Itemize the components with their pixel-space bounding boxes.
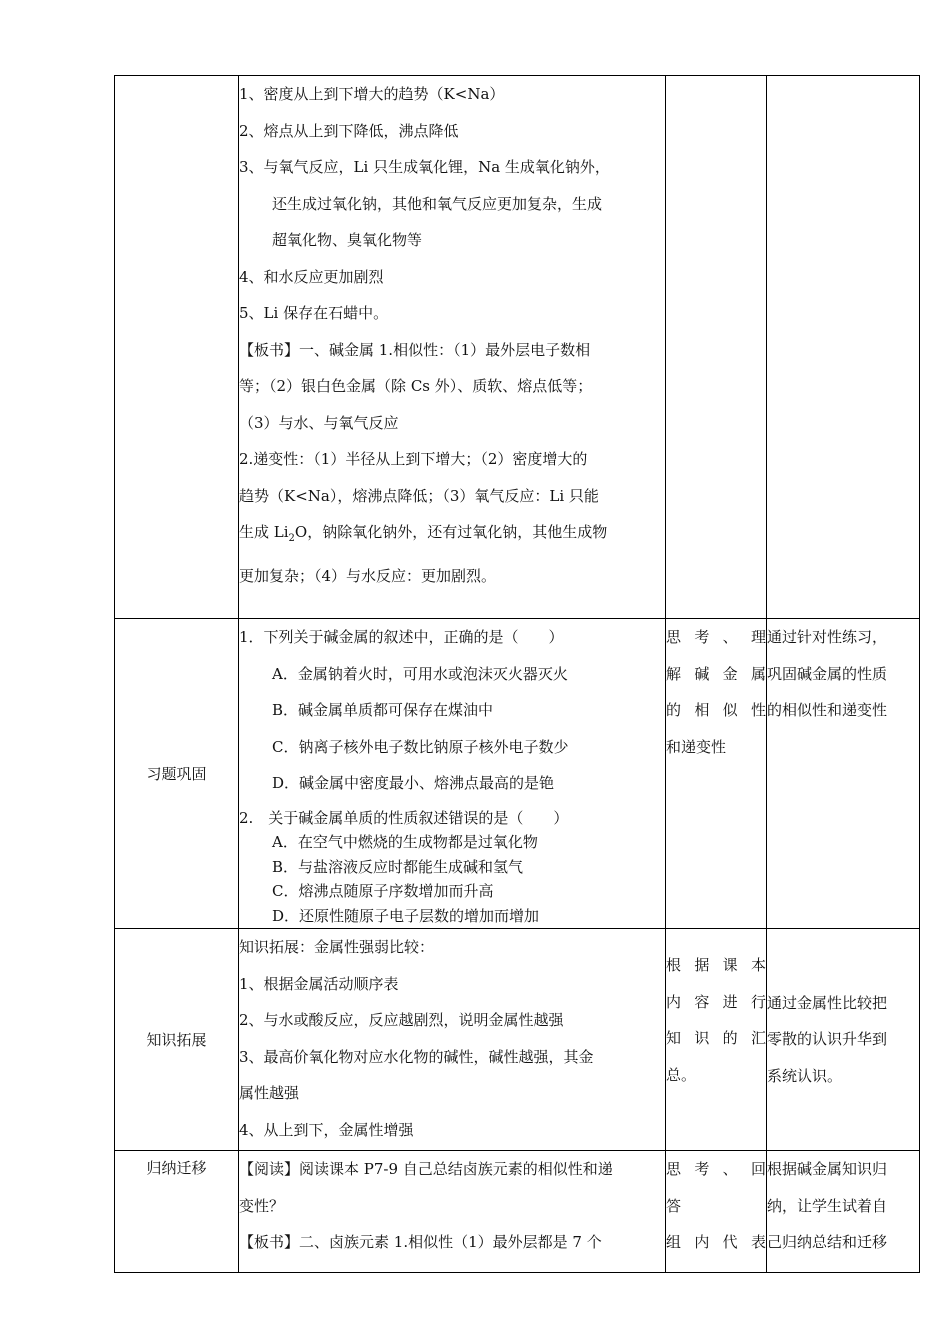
text-line: 的相似性和递变性	[767, 701, 888, 719]
text-line: 系统认识。	[767, 1066, 843, 1085]
design-intent-cell	[767, 1151, 920, 1273]
table-row	[115, 76, 920, 619]
text-line: 纳，让学生试着自	[767, 1196, 888, 1215]
text-line: 5、Li 保存在石蜡中。	[239, 304, 389, 322]
table-row	[115, 929, 920, 1151]
option-line: C．熔沸点随原子序数增加而升高	[272, 882, 494, 900]
stage-cell	[115, 76, 239, 619]
text-line: 等；（2）银白色金属（除 Cs 外）、质软、熔点低等；	[239, 377, 593, 395]
text-line: 根据课本	[666, 956, 766, 974]
text-line: 解碱金属	[666, 664, 766, 683]
text-line: 1、根据金属活动顺序表	[239, 974, 399, 993]
text-line: 思考、理	[666, 628, 766, 646]
teacher-activity-cell	[239, 929, 666, 1151]
text-line: 2.递变性：（1）半径从上到下增大；（2）密度增大的	[239, 450, 588, 468]
text-line: 3、最高价氧化物对应水化物的碱性，碱性越强，其金	[239, 1047, 594, 1066]
option-line: D．碱金属中密度最小、熔沸点最高的是铯	[272, 774, 555, 792]
text-line: 属性越强	[239, 1084, 300, 1102]
text-line: 己归纳总结和迁移	[767, 1233, 888, 1251]
text-fragment: O，钠除氧化钠外，还有过氧化钠，其他生成物	[294, 523, 608, 541]
student-activity-cell	[666, 929, 767, 1151]
text-line: 2、熔点从上到下降低，沸点降低	[239, 121, 459, 140]
text-line: 2、与水或酸反应，反应越剧烈，说明金属性越强	[239, 1011, 564, 1029]
text-line: 知识的汇	[666, 1029, 766, 1047]
lesson-plan-table	[114, 75, 920, 1273]
table-row	[115, 1151, 920, 1273]
question-2-block	[239, 806, 665, 929]
option-line: D．还原性随原子电子层数的增加而增加	[272, 906, 540, 925]
stage-cell: 知识拓展	[115, 929, 239, 1151]
text-line: 更加复杂；（4）与水反应：更加剧烈。	[239, 566, 497, 585]
teacher-activity-cell	[239, 619, 666, 929]
text-line: 超氧化物、臭氧化物等	[272, 231, 423, 249]
text-line: 【板书】二、卤族元素 1.相似性（1）最外层都是 7 个	[239, 1233, 602, 1251]
text-line: 的相似性	[666, 701, 766, 719]
text-line: 通过金属性比较把	[767, 993, 888, 1012]
option-line: B．与盐溶液反应时都能生成碱和氢气	[272, 857, 524, 876]
student-activity-cell	[666, 76, 767, 619]
text-line: 思考、回	[666, 1160, 766, 1178]
table-row	[115, 619, 920, 929]
text-line: 巩固碱金属的性质	[767, 664, 888, 683]
student-activity-cell	[666, 1151, 767, 1273]
text-line: 4、从上到下，金属性增强	[239, 1120, 414, 1139]
subscript: 2	[288, 533, 295, 544]
option-line: A．金属钠着火时，可用水或泡沫灭火器灭火	[272, 664, 568, 683]
text-line: （3）与水、与氧气反应	[239, 413, 399, 432]
design-intent-cell	[767, 76, 920, 619]
option-line: B．碱金属单质都可保存在煤油中	[272, 701, 494, 719]
teacher-activity-cell	[239, 76, 666, 619]
text-line: 【板书】一、碱金属 1.相似性：（1）最外层电子数相	[239, 340, 591, 359]
stage-cell: 习题巩固	[115, 619, 239, 929]
option-line: C．钠离子核外电子数比钠原子核外电子数少	[272, 737, 569, 756]
text-line: 知识拓展：金属性强弱比较：	[239, 938, 435, 956]
text-line: 根据碱金属知识归	[767, 1160, 888, 1178]
text-line: 3、与氧气反应，Li 只生成氧化锂，Na 生成氧化钠外，	[239, 158, 610, 176]
text-line: 还生成过氧化钠，其他和氧气反应更加复杂，生成	[272, 194, 603, 213]
text-line: 答	[666, 1196, 682, 1215]
text-line: 内容进行	[666, 992, 766, 1011]
text-line: 和递变性	[666, 737, 727, 756]
teacher-activity-cell	[239, 1151, 666, 1273]
text-line	[239, 514, 665, 558]
design-intent-cell	[767, 929, 920, 1151]
stage-cell: 归纳迁移	[115, 1151, 239, 1273]
design-intent-cell	[767, 619, 920, 929]
text-line: 1、密度从上到下增大的趋势（K<Na）	[239, 85, 505, 103]
text-line: 变性？	[239, 1196, 285, 1215]
text-line: 零散的认识升华到	[767, 1030, 888, 1049]
option-line: A．在空气中燃烧的生成物都是过氧化物	[272, 833, 538, 851]
text-fragment: 生成 Li	[239, 523, 289, 541]
question-2: 2. 关于碱金属单质的性质叙述错误的是（ ）	[239, 808, 569, 827]
text-line: 4、和水反应更加剧烈	[239, 267, 384, 286]
text-line: 【阅读】阅读课本 P7-9 自己总结卤族元素的相似性和递	[239, 1160, 613, 1178]
text-line: 通过针对性练习，	[767, 628, 888, 646]
text-line: 趋势（K<Na），熔沸点降低；（3）氧气反应：Li 只能	[239, 486, 599, 505]
text-line: 总。	[666, 1065, 697, 1084]
text-line: 组内代表	[666, 1233, 766, 1251]
student-activity-cell	[666, 619, 767, 929]
question-1: 1．下列关于碱金属的叙述中，正确的是（ ）	[239, 628, 564, 646]
